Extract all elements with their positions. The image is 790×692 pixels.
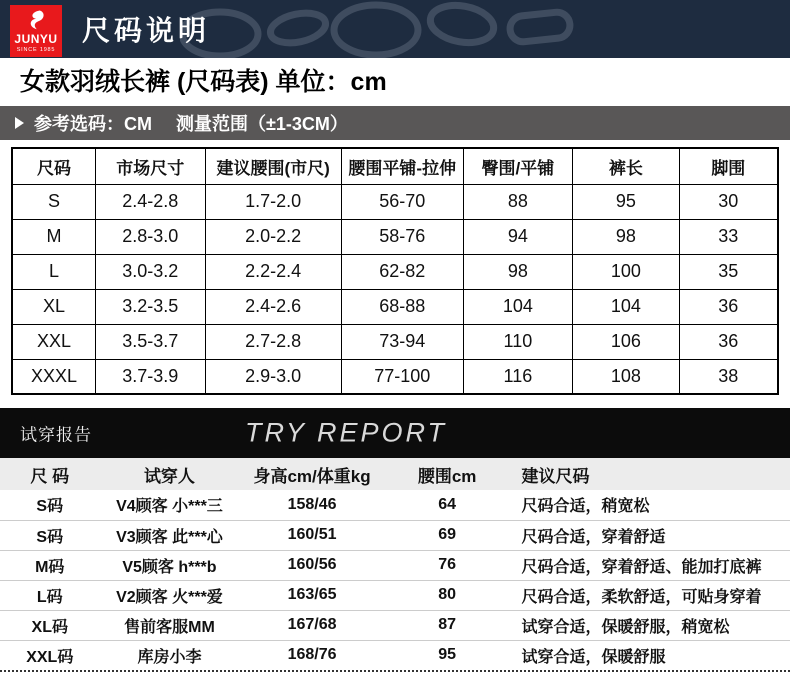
table-cell: 104 [463,289,573,324]
table-row [0,640,790,670]
table-cell: V5顾客 h***b [122,558,217,576]
table-cell: 88 [463,184,573,219]
table-row [12,254,778,289]
table-cell: XXL码 [26,648,74,666]
table-cell: 68-88 [341,289,463,324]
table-row [12,359,778,394]
report-header-row [0,458,790,490]
try-report-table-wrap [0,458,790,672]
table-cell: 2.8-3.0 [95,219,205,254]
table-cell: 69 [438,526,457,543]
brand-tagline: SINCE 1985 [16,47,56,53]
table-cell: 尺码合适，柔软舒适，可贴身穿着 [521,588,762,606]
column-header: 身高cm/体重kg [239,458,384,490]
table-cell: S码 [36,528,64,546]
table-cell: 80 [438,586,457,603]
column-header: 尺码 [12,148,95,184]
table-cell: 3.7-3.9 [95,359,205,394]
table-cell: 73-94 [341,324,463,359]
table-cell: 试穿合适，保暖舒服，稍宽松 [521,618,730,636]
table-cell: 尺码合适，稍宽松 [521,498,650,516]
table-cell: 77-100 [341,359,463,394]
table-cell: 3.5-3.7 [95,324,205,359]
column-header: 臀围/平铺 [463,148,573,184]
table-cell: S码 [36,498,64,516]
table-cell: 试穿合适，保暖舒服 [521,648,666,666]
table-cell: 87 [438,616,457,633]
table-cell: 56-70 [341,184,463,219]
table-cell: M码 [35,558,65,576]
table-cell: 163/65 [287,586,337,603]
brand-logo [10,5,62,57]
table-cell: 94 [463,219,573,254]
column-header: 裤长 [573,148,679,184]
table-cell: 尺码合适，穿着舒适、能加打底裤 [521,558,762,576]
table-cell: 106 [573,324,679,359]
table-cell: XL码 [31,618,68,636]
table-row [12,219,778,254]
table-cell: V2顾客 火***爱 [116,588,223,606]
table-cell: 58-76 [341,219,463,254]
table-cell: 售前客服MM [124,618,215,636]
chain-pattern-icon [180,0,760,58]
column-header: 建议腰围(市尺) [205,148,341,184]
table-cell: M [12,219,95,254]
table-cell: 158/46 [287,495,337,513]
table-cell: S [12,184,95,219]
table-cell: 95 [573,184,679,219]
table-row [0,610,790,640]
table-cell: 尺码合适，穿着舒适 [521,528,666,546]
table-cell: 33 [679,219,778,254]
note-bar [0,106,790,140]
table-cell: 2.2-2.4 [205,254,341,289]
table-row [12,324,778,359]
table-cell: 35 [679,254,778,289]
product-title: 女款羽绒长裤 (尺码表) 单位：cm [0,58,790,106]
note-range: 测量范围（±1-3CM） [176,114,348,134]
table-cell: 2.0-2.2 [205,219,341,254]
table-row [0,580,790,610]
table-cell: L [12,254,95,289]
size-table [11,147,779,395]
size-table-header-row [12,148,778,184]
table-cell: 1.7-2.0 [205,184,341,219]
try-report-title-en: TRY REPORT [245,417,448,448]
table-cell: 160/51 [287,526,337,543]
note-reference: 参考选码：CM [34,114,152,134]
table-cell: 167/68 [287,616,337,633]
table-cell: L码 [36,588,63,606]
table-cell: 100 [573,254,679,289]
table-cell: 110 [463,324,573,359]
table-cell: 98 [463,254,573,289]
table-row [0,520,790,550]
table-row [12,184,778,219]
try-report-title-cn: 试穿报告 [20,425,92,445]
table-cell: 2.9-3.0 [205,359,341,394]
table-row [0,550,790,580]
page-title: 尺码说明 [82,15,211,46]
table-row [12,289,778,324]
table-cell: 95 [438,646,457,664]
table-cell: 104 [573,289,679,324]
table-cell: 3.2-3.5 [95,289,205,324]
table-cell: 76 [438,556,457,573]
header-bar [0,0,790,58]
brand-name: JUNYU [14,32,58,46]
column-header: 腰围平铺-拉伸 [341,148,463,184]
table-cell: 3.0-3.2 [95,254,205,289]
try-report-banner [0,408,790,458]
table-cell: 64 [438,495,457,513]
try-report-table [0,458,790,670]
column-header: 脚围 [679,148,778,184]
table-cell: XL [12,289,95,324]
table-cell: V4顾客 小***三 [116,498,223,516]
table-cell: 36 [679,324,778,359]
table-cell: 36 [679,289,778,324]
table-cell: 30 [679,184,778,219]
table-cell: 168/76 [287,646,337,664]
table-cell: 2.7-2.8 [205,324,341,359]
table-cell: 38 [679,359,778,394]
column-header: 市场尺寸 [95,148,205,184]
table-cell: 98 [573,219,679,254]
table-cell: 108 [573,359,679,394]
column-header: 建议尺码 [510,458,790,490]
column-header: 尺 码 [0,458,100,490]
swirl-logo-icon [24,9,48,33]
table-cell: 62-82 [341,254,463,289]
play-triangle-icon [15,117,24,129]
table-row [0,490,790,520]
table-cell: 2.4-2.6 [205,289,341,324]
table-cell: 2.4-2.8 [95,184,205,219]
table-cell: 116 [463,359,573,394]
table-cell: XXXL [12,359,95,394]
table-cell: V3顾客 此***心 [116,528,223,546]
column-header: 试穿人 [100,458,240,490]
table-cell: 库房小李 [137,648,202,666]
column-header: 腰围cm [385,458,510,490]
table-cell: 160/56 [287,556,337,573]
table-cell: XXL [12,324,95,359]
